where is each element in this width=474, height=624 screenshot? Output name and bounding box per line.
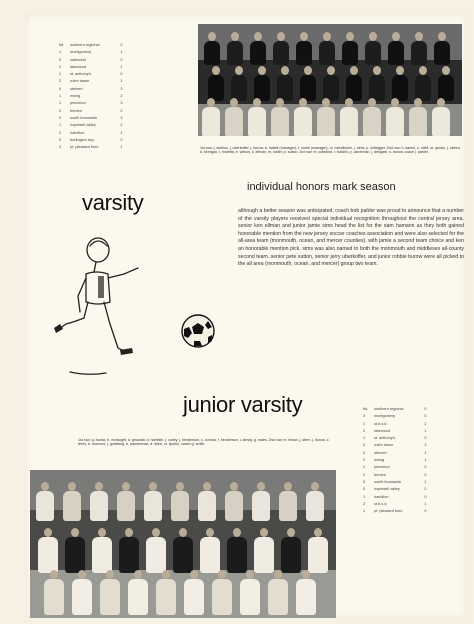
varsity-team-photo <box>198 24 462 136</box>
team-player-figure <box>268 579 288 615</box>
schedule-score-us: 0 <box>59 137 62 142</box>
team-player-head <box>122 482 130 491</box>
junior-varsity-team-photo <box>30 470 336 618</box>
schedule-score-us: 2 <box>363 472 366 477</box>
team-player-head <box>152 528 160 537</box>
schedule-row <box>360 457 430 464</box>
schedule-row <box>360 435 430 442</box>
schedule-row <box>56 137 126 144</box>
team-player-figure <box>254 537 274 573</box>
team-player-figure <box>63 491 81 521</box>
schedule-score-them: 1 <box>120 50 123 55</box>
schedule-score-them: 3 <box>120 115 123 120</box>
schedule-row <box>360 406 430 413</box>
schedule-score-us: 0 <box>363 450 366 455</box>
schedule-score-us: 0 <box>59 86 62 91</box>
schedule-score-us: 4 <box>363 414 366 419</box>
team-player-head <box>44 528 52 537</box>
schedule-row <box>56 42 126 49</box>
team-player-head <box>438 32 446 41</box>
schedule-score-them: 0 <box>424 414 427 419</box>
schedule-opponent: lakewood <box>70 64 87 69</box>
schedule-row <box>360 442 430 449</box>
team-player-head <box>190 570 198 579</box>
schedule-row <box>360 486 430 493</box>
team-player-head <box>125 528 133 537</box>
schedule-opponent: trenton <box>70 108 82 113</box>
schedule-opponent: south brunswick <box>374 479 402 484</box>
schedule-opponent: southern regional <box>374 407 404 411</box>
schedule-row <box>360 479 430 486</box>
schedule-score-them: 1 <box>424 428 427 433</box>
schedule-score-them: 0 <box>424 509 427 514</box>
schedule-opponent: st.b.s.d. <box>374 501 388 506</box>
team-player-head <box>41 482 49 491</box>
schedule-opponent: ewing <box>374 458 384 463</box>
team-player-figure <box>409 107 427 136</box>
team-player-head <box>346 32 354 41</box>
team-player-head <box>442 66 450 75</box>
schedule-row <box>360 450 430 457</box>
team-player-head <box>162 570 170 579</box>
team-player-figure <box>281 537 301 573</box>
schedule-opponent: montgomery <box>374 414 396 419</box>
team-player-head <box>98 528 106 537</box>
schedule-score-them: 2 <box>120 108 123 113</box>
team-player-head <box>277 32 285 41</box>
schedule-score-us: 2 <box>363 501 366 506</box>
team-player-head <box>391 98 399 107</box>
soccer-player-sketch <box>40 232 180 382</box>
schedule-score-us: 2 <box>59 64 62 69</box>
team-player-head <box>134 570 142 579</box>
team-player-figure <box>92 537 112 573</box>
team-player-head <box>284 482 292 491</box>
schedule-score-them: 0 <box>424 407 427 411</box>
team-player-figure <box>271 107 289 136</box>
team-player-figure <box>240 579 260 615</box>
schedule-opponent: ewing <box>70 94 80 99</box>
schedule-score-us: 0 <box>59 115 62 120</box>
schedule-opponent: notre dame <box>70 79 90 84</box>
team-player-head <box>304 66 312 75</box>
team-player-head <box>276 98 284 107</box>
team-player-figure <box>363 107 381 136</box>
team-player-figure <box>432 107 450 136</box>
team-player-figure <box>128 579 148 615</box>
schedule-score-them: 0 <box>120 137 123 142</box>
team-player-head <box>230 482 238 491</box>
team-player-head <box>257 482 265 491</box>
schedule-score-them: 1 <box>120 64 123 69</box>
schedule-row <box>360 508 430 515</box>
schedule-score-them: 0 <box>120 43 123 47</box>
team-player-head <box>392 32 400 41</box>
schedule-score-them: 2 <box>120 57 123 62</box>
team-player-head <box>287 528 295 537</box>
team-player-figure <box>273 41 289 65</box>
team-player-head <box>415 32 423 41</box>
schedule-opponent: pt. pleasant boro <box>70 145 99 150</box>
schedule-score-us: 1 <box>59 123 62 128</box>
team-player-head <box>230 98 238 107</box>
schedule-opponent: steinert <box>70 86 83 91</box>
team-player-figure <box>173 537 193 573</box>
schedule-score-them: 0 <box>424 465 427 470</box>
schedule-score-them: 3 <box>120 86 123 91</box>
schedule-score-them: 1 <box>424 501 427 506</box>
schedule-opponent: hopewell valley <box>70 123 96 128</box>
team-player-head <box>78 570 86 579</box>
schedule-score-them: 0 <box>424 494 427 499</box>
team-player-figure <box>411 41 427 65</box>
team-player-head <box>176 482 184 491</box>
schedule-opponent: cathedral <box>70 57 86 62</box>
schedule-score-them: 3 <box>424 443 427 448</box>
schedule-score-them: 0 <box>120 72 123 77</box>
schedule-opponent: hopewell valley <box>374 487 400 492</box>
schedule-score-them: 2 <box>120 123 123 128</box>
team-player-head <box>327 66 335 75</box>
schedule-opponent: pt. pleasant boro <box>374 509 403 514</box>
team-player-figure <box>117 491 135 521</box>
schedule-opponent: notre dame <box>374 443 394 448</box>
team-player-head <box>258 66 266 75</box>
schedule-row <box>56 100 126 107</box>
team-player-head <box>212 66 220 75</box>
team-player-head <box>437 98 445 107</box>
schedule-opponent: st. anthony's <box>70 72 92 77</box>
schedule-score-us: 1 <box>59 101 62 106</box>
schedule-score-us: 2 <box>59 130 62 135</box>
team-player-figure <box>388 41 404 65</box>
team-player-head <box>260 528 268 537</box>
schedule-score-us: fld. <box>363 407 369 411</box>
schedule-opponent: southern regional <box>70 43 100 47</box>
team-player-head <box>218 570 226 579</box>
team-player-head <box>350 66 358 75</box>
team-player-head <box>179 528 187 537</box>
team-player-head <box>149 482 157 491</box>
schedule-row <box>56 130 126 137</box>
team-player-figure <box>294 107 312 136</box>
team-player-figure <box>308 537 328 573</box>
schedule-row <box>56 78 126 85</box>
schedule-row <box>360 494 430 501</box>
team-player-figure <box>296 41 312 65</box>
schedule-row <box>56 71 126 78</box>
team-player-head <box>345 98 353 107</box>
junior-varsity-photo-caption: 1st row: g. burow, b. mcfaught, d. gnaulati, d. hamblin, j. curley, j. henderson, c. conrad, f. henderson, l. almay, g. mairs. 2nd row: m. braun, j. stern, j. burow, c. ferris, e. morrone, j. goldberg, b. bauderman, d. allen, m. lipchin, coach g. smith. <box>78 438 330 447</box>
team-player-figure <box>72 579 92 615</box>
team-player-figure <box>36 491 54 521</box>
schedule-score-them: 1 <box>424 458 427 463</box>
team-player-head <box>50 570 58 579</box>
team-player-figure <box>146 537 166 573</box>
schedule-opponent: hamilton <box>70 130 85 135</box>
schedule-score-us: 1 <box>59 50 62 55</box>
team-player-figure <box>44 579 64 615</box>
schedule-row <box>56 64 126 71</box>
schedule-score-them: 0 <box>424 436 427 441</box>
team-player-head <box>299 98 307 107</box>
varsity-title: varsity <box>82 190 144 215</box>
schedule-score-them: 2 <box>120 94 123 99</box>
team-player-figure <box>100 579 120 615</box>
team-player-figure <box>204 41 220 65</box>
schedule-score-them: 3 <box>120 101 123 106</box>
team-player-figure <box>200 537 220 573</box>
team-player-figure <box>90 491 108 521</box>
team-player-head <box>233 528 241 537</box>
schedule-opponent: st.b.s.d. <box>374 421 388 426</box>
schedule-score-us: 3 <box>363 479 366 484</box>
team-player-figure <box>250 41 266 65</box>
schedule-opponent: hamilton <box>374 494 389 499</box>
team-player-figure <box>296 579 316 615</box>
team-player-head <box>206 528 214 537</box>
team-player-figure <box>306 491 324 521</box>
soccer-ball-icon <box>180 313 216 349</box>
junior-varsity-schedule <box>360 406 430 515</box>
team-player-figure <box>171 491 189 521</box>
team-player-head <box>314 528 322 537</box>
team-player-head <box>368 98 376 107</box>
schedule-row <box>360 421 430 428</box>
schedule-score-us: 1 <box>363 436 366 441</box>
team-player-figure <box>225 107 243 136</box>
varsity-story: although a better season was anticipated, coach bob pahler was proud to announce that a number of the varsity players received special individual recognition throughout the central jersey area. senior ken ellman and junior jamie sims head the list for the sam hamann as they both gained honorable mention from the new jersey soccer coaches association and were also selected for the all-area team (monmouth, ocean, and mercer counties). with jamie a second team choice and ken an honorable mention pick. sims was also named to both the monmouth and middlesex all-county second team. senior pete sutton, senior jerry uberkoffer, and junior robbie burow were all picked to the all area (monmouth, ocean, and mercer) group two team. <box>238 208 464 268</box>
team-player-figure <box>340 107 358 136</box>
team-player-head <box>323 32 331 41</box>
varsity-schedule <box>56 42 126 151</box>
team-player-head <box>68 482 76 491</box>
team-player-figure <box>198 491 216 521</box>
schedule-row <box>56 86 126 93</box>
team-player-head <box>373 66 381 75</box>
schedule-score-us: 3 <box>59 145 62 150</box>
team-player-head <box>414 98 422 107</box>
team-player-figure <box>342 41 358 65</box>
team-player-head <box>106 570 114 579</box>
team-player-head <box>254 32 262 41</box>
schedule-score-us: 1 <box>363 421 366 426</box>
team-player-figure <box>65 537 85 573</box>
varsity-headline: individual honors mark season <box>247 181 396 193</box>
schedule-score-us: fld. <box>59 43 65 47</box>
schedule-row <box>56 115 126 122</box>
team-player-head <box>369 32 377 41</box>
team-player-head <box>246 570 254 579</box>
schedule-score-us: 1 <box>363 509 366 514</box>
schedule-score-us: 2 <box>59 79 62 84</box>
schedule-row <box>360 501 430 508</box>
schedule-score-us: 1 <box>363 494 366 499</box>
team-player-head <box>231 32 239 41</box>
schedule-score-them: 2 <box>424 421 427 426</box>
team-player-head <box>95 482 103 491</box>
schedule-score-them: 1 <box>424 450 427 455</box>
team-player-head <box>71 528 79 537</box>
team-player-figure <box>279 491 297 521</box>
schedule-row <box>56 93 126 100</box>
schedule-row <box>360 428 430 435</box>
schedule-score-them: 1 <box>120 79 123 84</box>
team-player-figure <box>202 107 220 136</box>
team-player-figure <box>225 491 243 521</box>
team-player-figure <box>365 41 381 65</box>
team-player-figure <box>119 537 139 573</box>
team-player-figure <box>248 107 266 136</box>
schedule-score-them: 1 <box>424 479 427 484</box>
schedule-opponent: lakewood <box>374 428 391 433</box>
schedule-opponent: princeton <box>374 465 390 470</box>
junior-varsity-title: junior varsity <box>183 392 303 417</box>
team-player-head <box>396 66 404 75</box>
team-player-figure <box>212 579 232 615</box>
team-player-head <box>281 66 289 75</box>
schedule-score-us: 0 <box>59 57 62 62</box>
team-player-head <box>302 570 310 579</box>
schedule-opponent: st. anthony's <box>374 436 396 441</box>
team-player-head <box>300 32 308 41</box>
varsity-photo-caption: 1st row: j. stelbus, j. uberkoffer, j. burow, b. hallett (manager), t. roshe (manager), m. mendlsohn, j. sims, p. wittrigger. 2nd row: h. kamel, n. sifell, m. quinto, j. ziebra, d. kerrigan, r. moletta, e. wilson, k. ellman, m. haller, p. sutton. 3rd row: m. crawford, r. baldini, p. carchman, j. dengate, s. burow, coach j. pahler. <box>200 146 461 155</box>
team-player-head <box>311 482 319 491</box>
schedule-opponent: burlington twp. <box>70 137 95 142</box>
team-player-head <box>207 98 215 107</box>
schedule-score-us: 2 <box>59 108 62 113</box>
team-player-figure <box>252 491 270 521</box>
team-player-figure <box>386 107 404 136</box>
team-player-head <box>203 482 211 491</box>
schedule-row <box>360 413 430 420</box>
schedule-score-us: 1 <box>363 465 366 470</box>
schedule-row <box>56 122 126 129</box>
schedule-row <box>56 108 126 115</box>
schedule-score-us: 2 <box>363 428 366 433</box>
team-player-head <box>253 98 261 107</box>
schedule-score-them: 0 <box>424 472 427 477</box>
schedule-row <box>56 49 126 56</box>
schedule-score-them: 1 <box>120 130 123 135</box>
schedule-score-them: 0 <box>424 487 427 492</box>
team-player-figure <box>227 41 243 65</box>
team-player-figure <box>144 491 162 521</box>
schedule-opponent: steinert <box>374 450 387 455</box>
schedule-score-us: 2 <box>363 458 366 463</box>
team-player-figure <box>156 579 176 615</box>
schedule-score-us: 0 <box>363 487 366 492</box>
team-player-head <box>419 66 427 75</box>
schedule-score-them: 1 <box>120 145 123 150</box>
schedule-row <box>360 464 430 471</box>
team-player-figure <box>319 41 335 65</box>
schedule-score-us: 1 <box>59 72 62 77</box>
team-player-figure <box>184 579 204 615</box>
schedule-score-us: 1 <box>59 94 62 99</box>
schedule-opponent: south brunswick <box>70 115 98 120</box>
schedule-opponent: trenton <box>374 472 386 477</box>
team-player-figure <box>38 537 58 573</box>
team-player-head <box>322 98 330 107</box>
schedule-row <box>56 57 126 64</box>
team-player-head <box>274 570 282 579</box>
schedule-row <box>56 144 126 151</box>
team-player-figure <box>317 107 335 136</box>
schedule-opponent: princeton <box>70 101 86 106</box>
schedule-row <box>360 472 430 479</box>
team-player-head <box>235 66 243 75</box>
schedule-score-us: 0 <box>363 443 366 448</box>
team-player-figure <box>227 537 247 573</box>
team-player-figure <box>434 41 450 65</box>
schedule-opponent: montgomery <box>70 50 92 55</box>
team-player-head <box>208 32 216 41</box>
